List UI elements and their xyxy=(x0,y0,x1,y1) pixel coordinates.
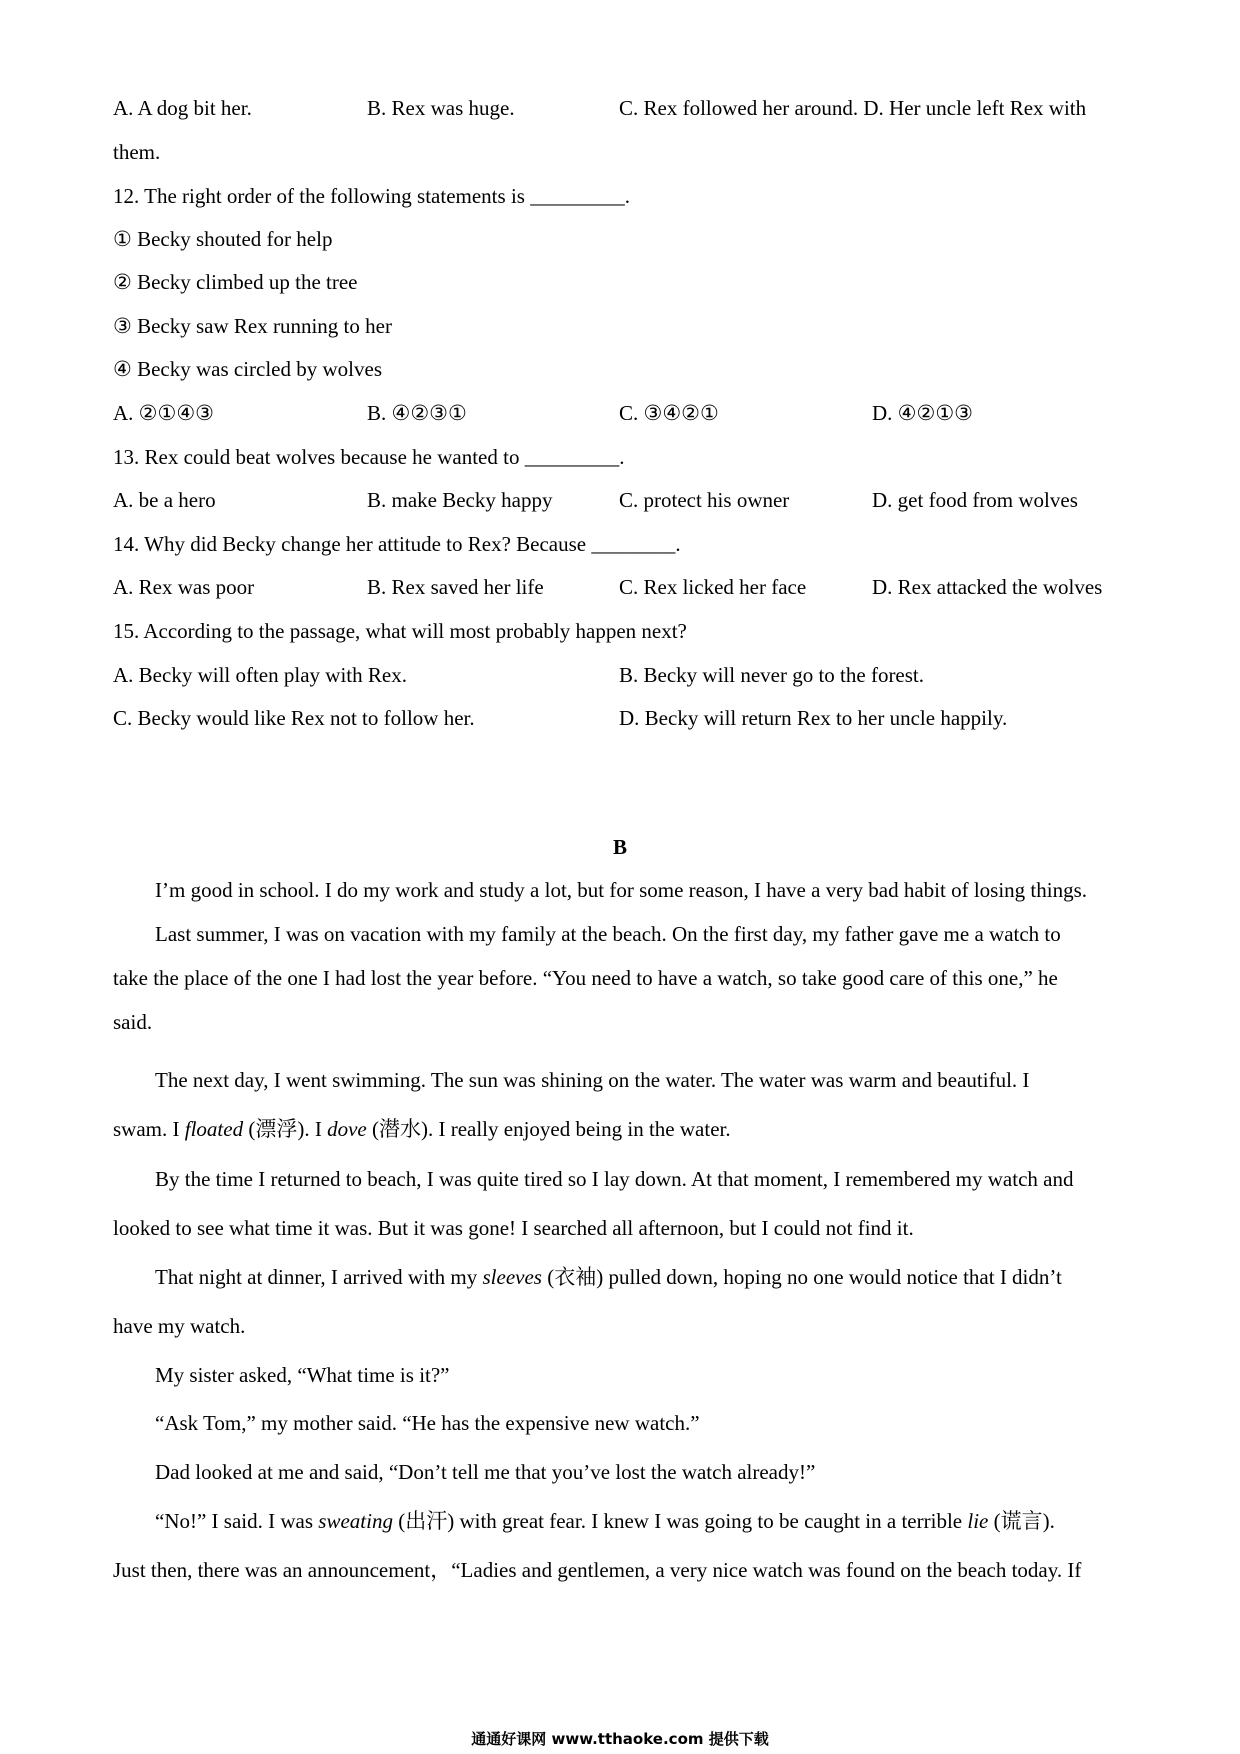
paragraph-7: “Ask Tom,” my mother said. “He has the expensive new watch.” xyxy=(155,1411,700,1435)
text-run: (出汗) with great fear. I knew I was going to be caught in a terrible xyxy=(392,1509,968,1533)
italic-word-floated: floated xyxy=(184,1117,244,1141)
q15-stem: 15. According to the passage, what will most probably happen next? xyxy=(113,619,687,643)
paragraph-5-line-1 xyxy=(155,1267,1062,1288)
text-run: (潜水). I really enjoyed being in the water. xyxy=(366,1117,731,1141)
q15-option-c: C. Becky would like Rex not to follow her. xyxy=(113,706,475,730)
italic-word-dove: dove xyxy=(327,1117,367,1141)
section-heading: B xyxy=(612,835,627,859)
q11-option-b: B. Rex was huge. xyxy=(367,96,515,120)
paragraph-3-line-1: The next day, I went swimming. The sun was shining on the water. The water was warm and beautiful. I xyxy=(155,1068,1030,1092)
paragraph-8: Dad looked at me and said, “Don’t tell me that you’ve lost the watch already!” xyxy=(155,1460,816,1484)
italic-word-sleeves: sleeves xyxy=(482,1265,542,1289)
q12-statement-4: ④ Becky was circled by wolves xyxy=(113,357,383,381)
q12-statement-2: ② Becky climbed up the tree xyxy=(113,270,358,294)
q13-stem: 13. Rex could beat wolves because he wanted to _________. xyxy=(113,445,625,469)
text-run: That night at dinner, I arrived with my xyxy=(155,1265,483,1289)
italic-word-sweating: sweating xyxy=(318,1509,393,1533)
q14-option-b: B. Rex saved her life xyxy=(367,575,544,599)
paragraph-6: My sister asked, “What time is it?” xyxy=(155,1363,450,1387)
paragraph-4-line-2: looked to see what time it was. But it was gone! I searched all afternoon, but I could not find it. xyxy=(113,1216,914,1240)
q13-option-a: A. be a hero xyxy=(113,488,216,512)
q12-option-c: C. ③④②① xyxy=(619,401,719,425)
page-footer-watermark: 通通好课网 www.tthaoke.com 提供下载 xyxy=(471,1730,769,1748)
paragraph-5-line-2: have my watch. xyxy=(113,1314,246,1338)
q12-option-a: A. ②①④③ xyxy=(113,401,214,425)
q14-stem: 14. Why did Becky change her attitude to Rex? Because ________. xyxy=(113,532,681,556)
q12-statement-3: ③ Becky saw Rex running to her xyxy=(113,314,392,338)
q12-statement-1: ① Becky shouted for help xyxy=(113,227,333,251)
q12-stem: 12. The right order of the following statements is _________. xyxy=(113,184,630,208)
q14-option-d: D. Rex attacked the wolves xyxy=(872,575,1103,599)
q13-option-d: D. get food from wolves xyxy=(872,488,1078,512)
q11-option-a: A. A dog bit her. xyxy=(113,96,252,120)
q11-option-c-d: C. Rex followed her around. D. Her uncle left Rex with xyxy=(619,96,1087,120)
q11-option-d-continued: them. xyxy=(113,140,161,164)
text-run: (衣袖) pulled down, hoping no one would notice that I didn’t xyxy=(541,1265,1062,1289)
q12-option-d: D. ④②①③ xyxy=(872,401,973,425)
text-run: swam. I xyxy=(113,1117,185,1141)
paragraph-2-line-1: Last summer, I was on vacation with my family at the beach. On the first day, my father gave me a watch to xyxy=(155,922,1061,946)
q15-option-b: B. Becky will never go to the forest. xyxy=(619,663,925,687)
q14-option-c: C. Rex licked her face xyxy=(619,575,807,599)
paragraph-2-line-2: take the place of the one I had lost the year before. “You need to have a watch, so take good care of this one,” he xyxy=(113,966,1058,990)
text-run: “No!” I said. I was xyxy=(155,1509,319,1533)
paragraph-1: I’m good in school. I do my work and study a lot, but for some reason, I have a very bad habit of losing things. xyxy=(155,878,1087,902)
paragraph-2-line-3: said. xyxy=(113,1010,153,1034)
paragraph-9-line-2: Just then, there was an announcement，“Ladies and gentlemen, a very nice watch was found on the beach today. If xyxy=(113,1558,1082,1582)
text-run: (漂浮). I xyxy=(243,1117,328,1141)
q13-option-b: B. make Becky happy xyxy=(367,488,553,512)
q14-option-a: A. Rex was poor xyxy=(113,575,255,599)
paragraph-3-line-2 xyxy=(113,1119,731,1140)
q13-option-c: C. protect his owner xyxy=(619,488,790,512)
paragraph-9-line-1 xyxy=(155,1511,1055,1532)
q12-option-b: B. ④②③① xyxy=(367,401,467,425)
q15-option-d: D. Becky will return Rex to her uncle happily. xyxy=(619,706,1008,730)
italic-word-lie: lie xyxy=(967,1509,989,1533)
paragraph-4-line-1: By the time I returned to beach, I was quite tired so I lay down. At that moment, I remembered my watch and xyxy=(155,1167,1074,1191)
q15-option-a: A. Becky will often play with Rex. xyxy=(113,663,407,687)
text-run: (谎言). xyxy=(988,1509,1055,1533)
